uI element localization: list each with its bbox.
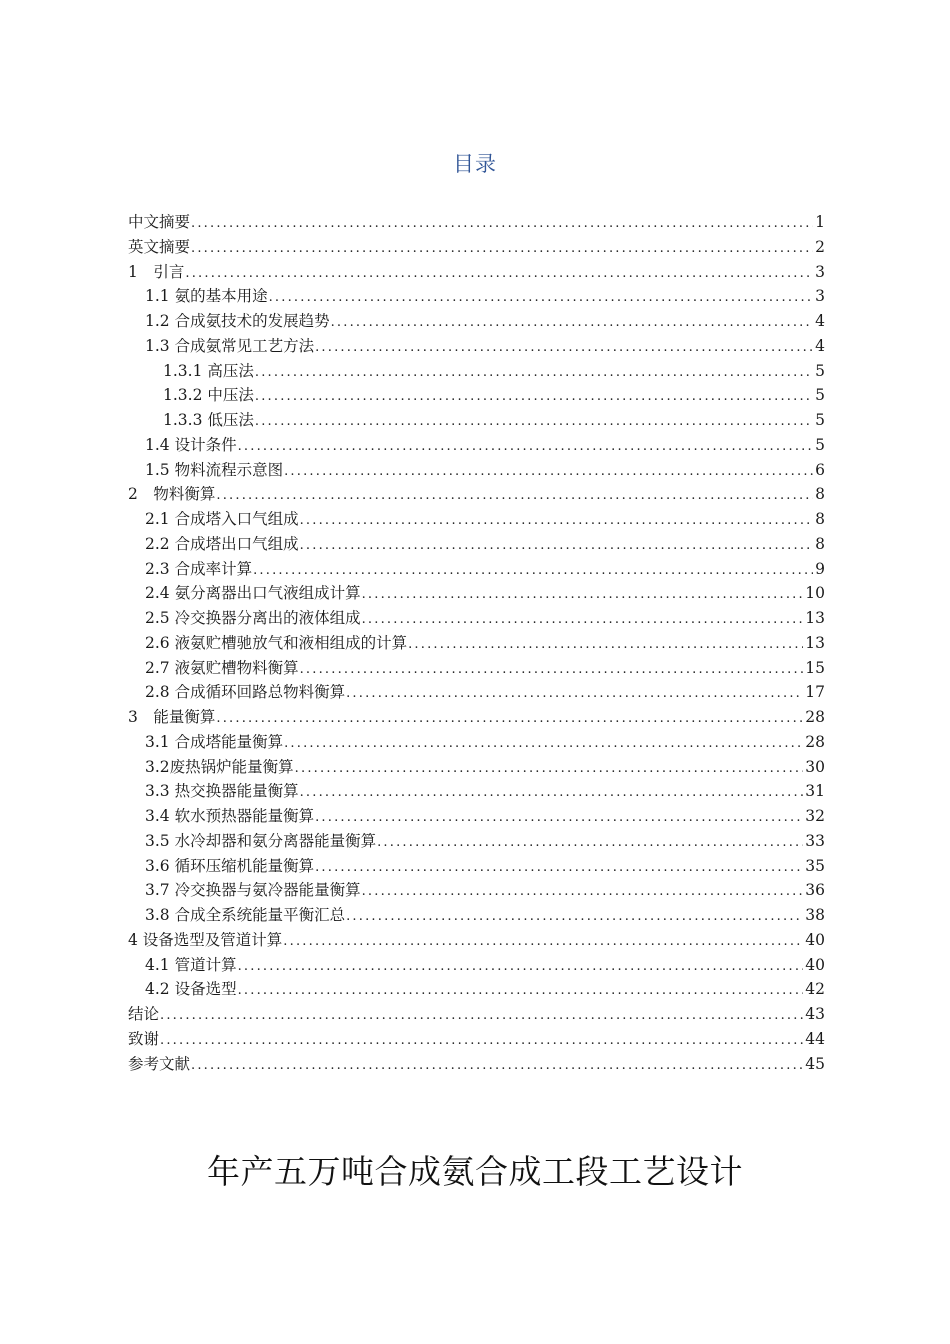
toc-entry-label: 2.5 冷交换器分离出的液体组成 (145, 609, 361, 627)
toc-entry-label: 3.2废热锅炉能量衡算 (145, 757, 294, 776)
toc-entry-label: 1.2 合成氨技术的发展趋势 (145, 312, 330, 330)
toc-entry-label: 2.6 液氨贮槽驰放气和液相组成的计算 (145, 633, 408, 652)
toc-dot-leader (284, 460, 813, 485)
toc-entry-page-number: 9 (815, 559, 825, 578)
toc-entry-page-number: 4 (815, 336, 825, 355)
toc-dot-leader (362, 608, 804, 633)
toc-dot-leader (331, 311, 814, 336)
toc-dot-leader (253, 559, 813, 584)
toc-entry[interactable] (128, 359, 825, 384)
toc-entry[interactable] (128, 656, 825, 681)
toc-entry-label: 2.3 合成率计算 (145, 559, 253, 578)
toc-entry-page-number: 40 (805, 955, 825, 974)
toc-entry-page-number: 5 (815, 361, 825, 380)
toc-entry[interactable] (128, 260, 825, 285)
toc-entry-label: 3.5 水冷却器和氨分离器能量衡算 (145, 831, 377, 850)
toc-entry[interactable] (128, 433, 825, 458)
toc-dot-leader (295, 757, 804, 782)
toc-dot-leader (216, 484, 813, 509)
toc-entry[interactable] (128, 878, 825, 903)
toc-entry[interactable] (128, 705, 825, 730)
toc-entry-page-number: 38 (805, 906, 825, 924)
toc-entry-page-number: 45 (805, 1054, 825, 1073)
toc-dot-leader (255, 410, 813, 435)
toc-entry-label: 英文摘要 (128, 237, 191, 256)
toc-entry-page-number: 4 (815, 312, 825, 330)
toc-dot-leader (346, 682, 803, 707)
toc-entry-page-number: 15 (805, 658, 825, 677)
toc-entry-page-number: 32 (805, 807, 825, 825)
toc-entry-page-number: 1 (815, 213, 825, 231)
toc-entry-label: 2.1 合成塔入口气组成 (145, 510, 299, 528)
toc-entry-label: 1.3.1 高压法 (163, 361, 254, 380)
toc-entry[interactable] (128, 482, 825, 507)
toc-dot-leader (191, 212, 813, 237)
toc-entry-page-number: 35 (805, 856, 825, 875)
toc-entry-label: 1.4 设计条件 (145, 435, 237, 454)
toc-entry-label: 2.8 合成循环回路总物料衡算 (145, 683, 346, 702)
toc-entry-page-number: 30 (805, 757, 825, 776)
toc-entry-page-number: 36 (805, 881, 825, 900)
toc-entry[interactable] (128, 1052, 825, 1077)
toc-entry[interactable] (128, 903, 825, 928)
toc-entry[interactable] (128, 631, 825, 656)
toc-entry-label: 1.3.2 中压法 (163, 386, 254, 405)
toc-entry-label: 1.1 氨的基本用途 (145, 287, 268, 306)
toc-dot-leader (191, 1054, 803, 1079)
toc-entry[interactable] (128, 804, 825, 829)
toc-dot-leader (238, 435, 814, 460)
toc-dot-leader (160, 1004, 803, 1029)
toc-entry-page-number: 5 (815, 435, 825, 454)
toc-dot-leader (238, 955, 804, 980)
toc-entry[interactable] (128, 309, 825, 334)
toc-dot-leader (300, 509, 814, 534)
toc-entry[interactable] (128, 1027, 825, 1052)
toc-dot-leader (300, 781, 804, 806)
toc-entry[interactable] (128, 210, 825, 235)
toc-entry-label: 2.7 液氨贮槽物料衡算 (145, 658, 299, 677)
toc-entry[interactable] (128, 383, 825, 408)
toc-entry-label: 1.5 物料流程示意图 (145, 460, 284, 479)
toc-dot-leader (283, 930, 803, 955)
toc-entry-page-number: 31 (805, 782, 825, 801)
toc-dot-leader (269, 286, 814, 311)
toc-entry[interactable] (128, 458, 825, 483)
toc-entry-page-number: 5 (815, 411, 825, 429)
toc-entry-page-number: 28 (805, 732, 825, 751)
toc-entry[interactable] (128, 1002, 825, 1027)
toc-title: 目录 (453, 152, 497, 176)
toc-dot-leader (238, 979, 804, 1004)
toc-entry-label: 4 设备选型及管道计算 (128, 930, 283, 949)
toc-entry-label: 中文摘要 (128, 213, 191, 231)
toc-entry[interactable] (128, 557, 825, 582)
toc-entry-page-number: 17 (805, 683, 825, 702)
toc-dot-leader (300, 534, 814, 559)
toc-entry[interactable] (128, 755, 825, 780)
toc-dot-leader (300, 658, 804, 683)
toc-dot-leader (346, 905, 803, 930)
toc-entry[interactable] (128, 532, 825, 557)
toc-entry[interactable] (128, 953, 825, 978)
table-of-contents (128, 210, 825, 1076)
toc-dot-leader (160, 1029, 803, 1054)
toc-entry[interactable] (128, 235, 825, 260)
toc-entry-label: 3.7 冷交换器与氨冷器能量衡算 (145, 881, 361, 900)
toc-dot-leader (255, 361, 813, 386)
toc-entry-label: 3.1 合成塔能量衡算 (145, 732, 284, 751)
toc-entry-label: 3.6 循环压缩机能量衡算 (145, 856, 315, 875)
toc-dot-leader (191, 237, 813, 262)
toc-entry-page-number: 40 (805, 930, 825, 949)
toc-entry-page-number: 3 (815, 262, 825, 281)
toc-dot-leader (362, 583, 804, 608)
toc-entry-page-number: 42 (805, 980, 825, 999)
toc-entry-page-number: 8 (815, 510, 825, 528)
toc-entry-page-number: 8 (815, 534, 825, 553)
toc-entry-label: 2 物料衡算 (128, 485, 216, 504)
toc-entry[interactable] (128, 977, 825, 1002)
toc-entry-label: 1 引言 (128, 262, 185, 281)
toc-entry[interactable] (128, 606, 825, 631)
toc-dot-leader (408, 633, 803, 658)
toc-dot-leader (284, 732, 803, 757)
toc-entry-page-number: 13 (805, 609, 825, 627)
toc-entry-label: 3.4 软水预热器能量衡算 (145, 807, 315, 825)
toc-dot-leader (216, 707, 803, 732)
toc-dot-leader (255, 385, 813, 410)
toc-entry[interactable] (128, 854, 825, 879)
toc-entry[interactable] (128, 408, 825, 433)
toc-entry-page-number: 44 (805, 1029, 825, 1048)
toc-entry-label: 结论 (128, 1005, 160, 1023)
toc-entry-page-number: 13 (805, 633, 825, 652)
toc-entry[interactable] (128, 581, 825, 606)
toc-entry-label: 3.3 热交换器能量衡算 (145, 782, 299, 801)
toc-dot-leader (315, 336, 813, 361)
toc-dot-leader (315, 806, 803, 831)
toc-entry-page-number: 5 (815, 386, 825, 405)
toc-entry-label: 致谢 (128, 1029, 160, 1048)
toc-entry-label: 2.4 氨分离器出口气液组成计算 (145, 584, 361, 603)
toc-entry[interactable] (128, 334, 825, 359)
toc-entry-page-number: 6 (815, 460, 825, 479)
toc-entry-label: 4.1 管道计算 (145, 955, 237, 974)
toc-entry-page-number: 43 (805, 1005, 825, 1023)
toc-entry-label: 3 能量衡算 (128, 708, 216, 726)
toc-entry-label: 4.2 设备选型 (145, 980, 237, 999)
toc-entry-label: 参考文献 (128, 1054, 191, 1073)
toc-entry[interactable] (128, 730, 825, 755)
toc-entry-page-number: 3 (815, 287, 825, 306)
toc-entry-label: 1.3.3 低压法 (163, 411, 254, 429)
toc-dot-leader (315, 856, 803, 881)
toc-entry[interactable] (128, 507, 825, 532)
toc-entry-page-number: 28 (805, 708, 825, 726)
toc-entry[interactable] (128, 779, 825, 804)
toc-entry-label: 2.2 合成塔出口气组成 (145, 534, 299, 553)
toc-entry-label: 3.8 合成全系统能量平衡汇总 (145, 906, 346, 924)
document-title: 年产五万吨合成氨合成工段工艺设计 (207, 1152, 743, 1191)
toc-entry[interactable] (128, 284, 825, 309)
toc-entry-page-number: 2 (815, 237, 825, 256)
toc-dot-leader (377, 831, 803, 856)
toc-entry-page-number: 10 (805, 584, 825, 603)
toc-entry-page-number: 33 (805, 831, 825, 850)
toc-entry[interactable] (128, 928, 825, 953)
toc-entry-page-number: 8 (815, 485, 825, 504)
toc-entry[interactable] (128, 829, 825, 854)
toc-dot-leader (362, 880, 804, 905)
toc-entry-label: 1.3 合成氨常见工艺方法 (145, 336, 315, 355)
toc-dot-leader (185, 262, 813, 287)
toc-entry[interactable] (128, 680, 825, 705)
